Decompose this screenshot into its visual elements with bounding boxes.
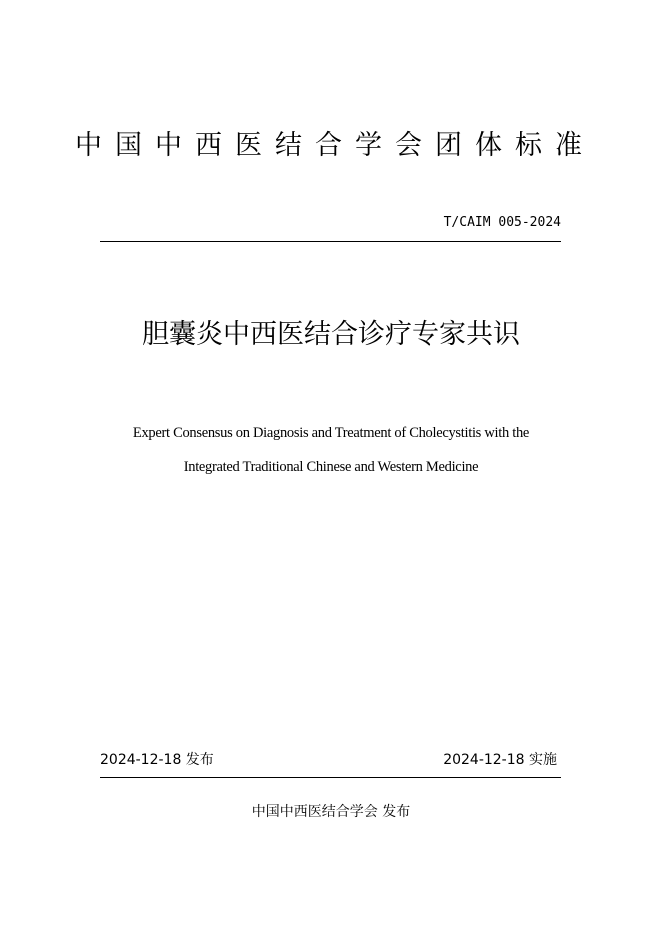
bottom-divider xyxy=(100,777,561,778)
publisher: 中国中西医结合学会 发布 xyxy=(251,804,411,820)
document-title-chinese: 胆囊炎中西医结合诊疗专家共识 xyxy=(142,319,520,350)
document-title-english-line-2: Integrated Traditional Chinese and Western Medicine xyxy=(183,459,479,475)
standard-number: T/CAIM 005-2024 xyxy=(443,215,561,230)
organization-standard-header: 中国中西医结合学会团体标准 xyxy=(75,130,595,161)
document-title-english-line-1: Expert Consensus on Diagnosis and Treatment of Cholecystitis with the xyxy=(132,425,530,441)
implementation-date: 2024-12-18 实施 xyxy=(443,752,557,768)
issue-date: 2024-12-18 发布 xyxy=(100,752,214,768)
top-divider xyxy=(100,241,561,242)
